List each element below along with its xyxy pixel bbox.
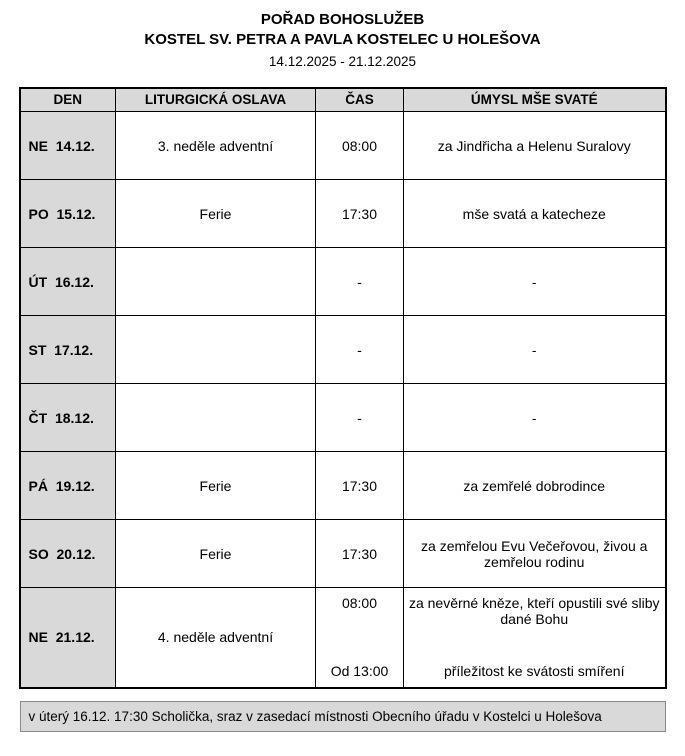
time-cell: 17:30 (316, 520, 404, 588)
table-row (20, 112, 666, 180)
footer-note: v úterý 16.12. 17:30 Scholička, sraz v zasedací místnosti Obecního úřadu v Kostelci u Holešova (20, 701, 666, 733)
day-cell: ÚT 16.12. (20, 248, 116, 316)
day-cell: SO 20.12. (20, 520, 116, 588)
time-cell: 17:30 (316, 180, 404, 248)
celebration-cell: 3. neděle adventní (116, 112, 316, 180)
intention-cell: - (404, 316, 666, 384)
column-header-intention: ÚMYSL MŠE SVATÉ (404, 88, 666, 112)
intention-cell: mše svatá a katecheze (404, 180, 666, 248)
intention-cell (404, 588, 666, 688)
intention-cell: - (404, 248, 666, 316)
column-header-time: ČAS (316, 88, 404, 112)
time-cell (316, 588, 404, 688)
table-row (20, 248, 666, 316)
celebration-cell: Ferie (116, 452, 316, 520)
table-row (20, 588, 666, 688)
intention-cell: - (404, 384, 666, 452)
table-row (20, 520, 666, 588)
intention-cell: za zemřelou Evu Večeřovou, živou a zemřelou rodinu (404, 520, 666, 588)
time-cell: - (316, 316, 404, 384)
column-header-celebration: LITURGICKÁ OSLAVA (116, 88, 316, 112)
table-row (20, 452, 666, 520)
time-second: Od 13:00 (330, 663, 389, 680)
celebration-cell: Ferie (116, 180, 316, 248)
celebration-cell (116, 316, 316, 384)
table-row (20, 180, 666, 248)
day-cell: ČT 18.12. (20, 384, 116, 452)
intention-first: za nevěrné kněze, kteří opustili své sliby dané Bohu (408, 595, 660, 628)
mass-schedule-table (19, 87, 667, 689)
table-header-row (20, 88, 666, 112)
page-title: POŘAD BOHOSLUŽEB (260, 11, 425, 28)
document-header (0, 10, 685, 71)
date-range: 14.12.2025 - 21.12.2025 (268, 53, 417, 69)
table-row (20, 384, 666, 452)
day-cell: ST 17.12. (20, 316, 116, 384)
table-row (20, 316, 666, 384)
celebration-cell: Ferie (116, 520, 316, 588)
celebration-cell: 4. neděle adventní (116, 588, 316, 688)
intention-cell: za zemřelé dobrodince (404, 452, 666, 520)
day-cell: PO 15.12. (20, 180, 116, 248)
time-cell: 17:30 (316, 452, 404, 520)
day-cell: NE 21.12. (20, 588, 116, 688)
intention-second: příležitost ke svátosti smíření (443, 663, 625, 680)
celebration-cell (116, 384, 316, 452)
celebration-cell (116, 248, 316, 316)
time-cell: 08:00 (316, 112, 404, 180)
page-subtitle: KOSTEL SV. PETRA A PAVLA KOSTELEC U HOLEŠOVA (144, 31, 541, 49)
intention-cell: za Jindřicha a Helenu Suralovy (404, 112, 666, 180)
column-header-day: DEN (20, 88, 116, 112)
time-first: 08:00 (341, 595, 378, 612)
time-cell: - (316, 248, 404, 316)
day-cell: NE 14.12. (20, 112, 116, 180)
day-cell: PÁ 19.12. (20, 452, 116, 520)
time-cell: - (316, 384, 404, 452)
